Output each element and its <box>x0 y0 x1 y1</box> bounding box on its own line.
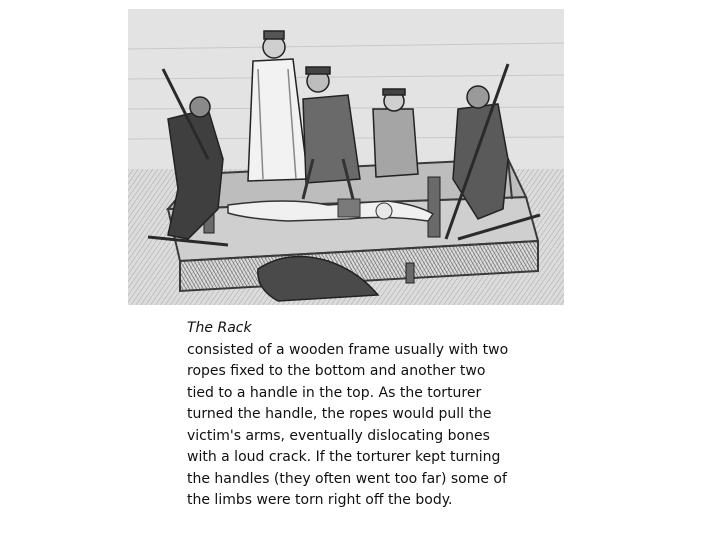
caption-line: turned the handle, the ropes would pull the <box>187 406 492 422</box>
rack-engraving-drawing <box>128 9 564 305</box>
caption-line: ropes fixed to the bottom and another two <box>187 363 486 379</box>
caption-line: victim's arms, eventually dislocating bones <box>187 427 490 444</box>
caption-title: The Rack <box>187 320 252 336</box>
slide-caption <box>187 318 547 512</box>
caption-line: the handles (they often went too far) some of <box>187 470 507 487</box>
caption-line: with a loud crack. If the torturer kept turning <box>187 449 501 465</box>
caption-line: tied to a handle in the top. As the torturer <box>187 384 482 401</box>
rack-engraving-illustration <box>128 9 564 305</box>
caption-line: consisted of a wooden frame usually with two <box>187 341 509 358</box>
caption-line: the limbs were torn right off the body. <box>187 492 453 508</box>
